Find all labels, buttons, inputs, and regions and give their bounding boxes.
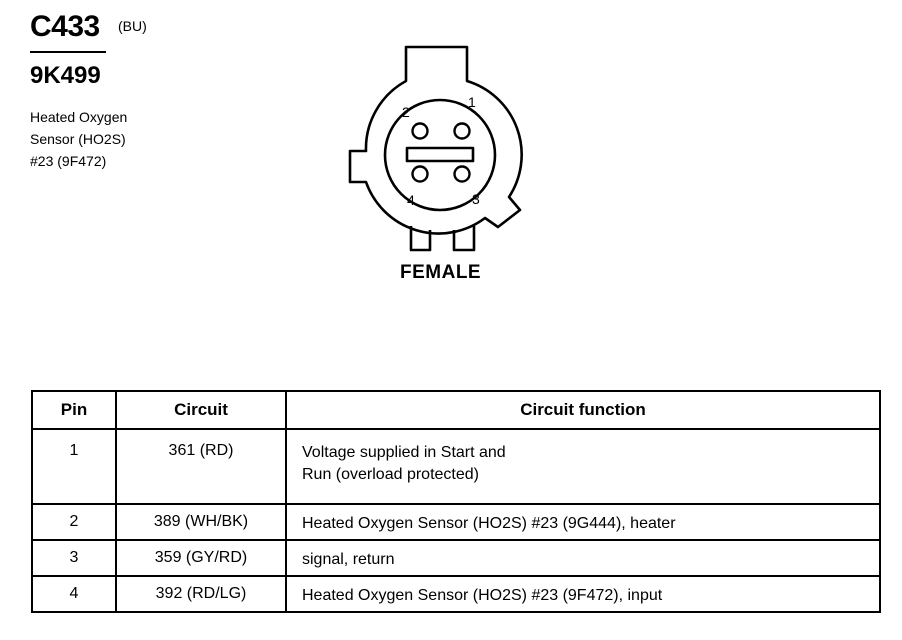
header-circuit: Circuit [116,391,286,429]
header-function: Circuit function [286,391,880,429]
connector-center-bar [407,148,473,161]
table-header-row [32,391,880,429]
description-line-1: Heated Oxygen [30,109,128,125]
description-line-3: #23 (9F472) [30,153,107,169]
pin-number: 1 [32,429,116,504]
pin-cavity-2 [413,124,428,139]
table-row [32,540,880,576]
connector-face-diagram [340,40,530,252]
connector-id: C433 [30,10,100,43]
pin-number: 4 [32,576,116,612]
function-line: Run (overload protected) [302,466,479,483]
pin-cavity-1 [455,124,470,139]
table-row [32,576,880,612]
pin-label-4: 4 [407,192,415,208]
circuit-id: 361 (RD) [116,429,286,504]
gender-label: FEMALE [400,262,482,283]
table-row [32,504,880,540]
circuit-function [286,504,880,540]
pin-label-3: 3 [472,191,480,207]
header-pin: Pin [32,391,116,429]
pinout-table [31,390,881,613]
connector-housing-outline [350,47,522,234]
function-line: signal, return [302,551,395,568]
pin-cavity-3 [455,167,470,182]
circuit-function [286,540,880,576]
circuit-id: 359 (GY/RD) [116,540,286,576]
part-number: 9K499 [30,62,101,89]
function-line: Heated Oxygen Sensor (HO2S) #23 (9G444), heater [302,515,676,532]
description-line-2: Sensor (HO2S) [30,131,126,147]
function-line: Voltage supplied in Start and [302,444,506,461]
header-divider [30,51,106,53]
circuit-function [286,576,880,612]
circuit-id: 392 (RD/LG) [116,576,286,612]
connector-description [30,106,127,172]
table-row [32,429,880,504]
pin-label-1: 1 [468,94,476,110]
circuit-function [286,429,880,504]
circuit-id: 389 (WH/BK) [116,504,286,540]
function-line: Heated Oxygen Sensor (HO2S) #23 (9F472), input [302,587,663,604]
pin-label-2: 2 [402,104,410,120]
pin-number: 2 [32,504,116,540]
pin-cavity-4 [413,167,428,182]
connector-color: (BU) [118,18,147,34]
pin-number: 3 [32,540,116,576]
